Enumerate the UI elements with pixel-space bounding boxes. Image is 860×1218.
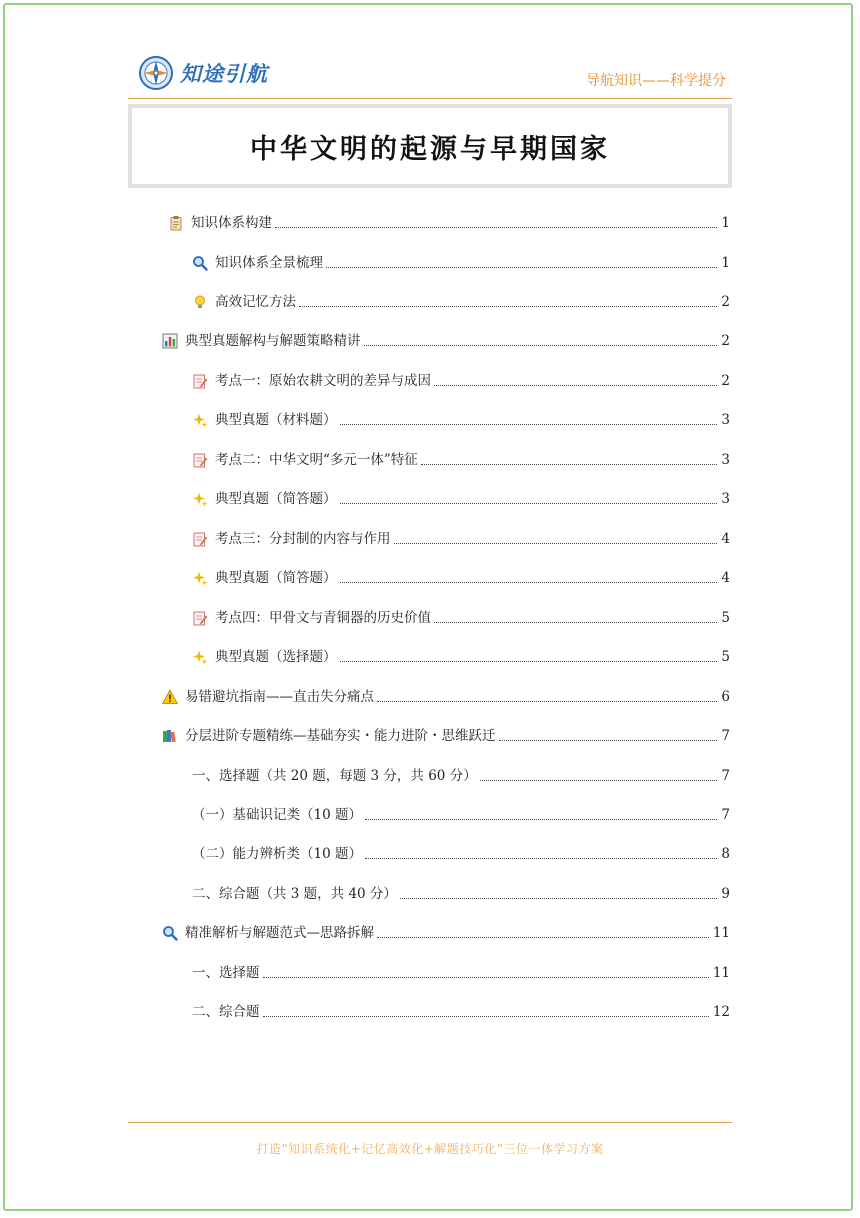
toc-leader-dots: [421, 464, 718, 465]
toc-entry[interactable]: [192, 997, 730, 1021]
toc-entry-label: 考点二：中华文明“多元一体”特征: [215, 452, 418, 468]
toc-leader-dots: [364, 345, 718, 346]
toc-entry[interactable]: [162, 918, 730, 942]
sparkles-icon: [192, 649, 208, 665]
toc-entry-label: 二、综合题: [192, 1004, 260, 1020]
toc-leader-dots: [299, 306, 717, 307]
memo-icon: [192, 531, 208, 547]
books-icon: [162, 728, 178, 744]
toc-entry-page: 11: [712, 925, 730, 941]
toc-leader-dots: [434, 622, 717, 623]
title-box: [128, 104, 732, 188]
toc-entry[interactable]: [192, 248, 730, 272]
toc-entry-page: 4: [721, 531, 730, 547]
toc-leader-dots: [340, 661, 718, 662]
toc-leader-dots: [340, 424, 718, 425]
magnifier-icon: [192, 255, 208, 271]
toc-entry-page: 2: [721, 333, 730, 349]
toc-entry[interactable]: [192, 603, 730, 627]
toc-entry-label: 一、选择题: [192, 965, 260, 981]
toc-entry-label: 易错避坑指南——直击失分痛点: [185, 689, 374, 705]
toc-entry-label: 知识体系构建: [191, 215, 272, 231]
toc-leader-dots: [340, 582, 718, 583]
toc-leader-dots: [394, 543, 718, 544]
toc-leader-dots: [340, 503, 718, 504]
toc-entry[interactable]: [168, 208, 730, 232]
memo-icon: [192, 610, 208, 626]
toc-entry-page: 1: [721, 255, 730, 271]
toc-entry-page: 6: [721, 689, 730, 705]
toc-entry-page: 9: [721, 886, 730, 902]
toc-leader-dots: [434, 385, 717, 386]
toc-entry[interactable]: [192, 287, 730, 311]
toc-entry-label: 考点四：甲骨文与青铜器的历史价值: [215, 610, 431, 626]
toc-entry-page: 2: [721, 373, 730, 389]
toc-entry-page: 7: [721, 728, 730, 744]
clipboard-icon: [168, 215, 184, 231]
toc-entry-page: 5: [721, 649, 730, 665]
toc-entry-label: 二、综合题（共 3 题，共 40 分）: [192, 886, 397, 902]
toc-entry[interactable]: [192, 958, 730, 982]
toc-entry-page: 1: [721, 215, 730, 231]
toc-entry-page: 4: [721, 570, 730, 586]
sparkles-icon: [192, 570, 208, 586]
footer-tagline: 打造“知识系统化+记忆高效化+解题技巧化”三位一体学习方案: [256, 1142, 604, 1156]
header-slogan: 导航知识——科学提分: [586, 73, 726, 89]
toc-entry-label: 考点三：分封制的内容与作用: [215, 531, 391, 547]
toc-entry-page: 8: [721, 846, 730, 862]
warning-icon: [162, 689, 178, 705]
page-title: 中华文明的起源与早期国家: [250, 133, 610, 165]
toc-entry[interactable]: [192, 445, 730, 469]
toc-leader-dots: [326, 267, 717, 268]
memo-icon: [192, 373, 208, 389]
toc-entry-label: 分层进阶专题精练—基础夯实・能力进阶・思维跃迁: [185, 728, 496, 744]
page-header: [128, 52, 732, 99]
toc-entry[interactable]: [162, 721, 730, 745]
sparkles-icon: [192, 412, 208, 428]
brand-logo: [138, 55, 268, 91]
toc-entry[interactable]: [192, 484, 730, 508]
toc-entry-label: 高效记忆方法: [215, 294, 296, 310]
toc-entry[interactable]: [192, 879, 730, 903]
toc-entry-page: 7: [721, 768, 730, 784]
toc-entry[interactable]: [192, 800, 730, 824]
toc-entry-label: （一）基础识记类（10 题）: [192, 807, 362, 823]
toc-entry-page: 2: [721, 294, 730, 310]
toc-entry-label: 一、选择题（共 20 题，每题 3 分，共 60 分）: [192, 768, 477, 784]
toc-entry[interactable]: [192, 563, 730, 587]
toc-leader-dots: [365, 819, 717, 820]
toc-entry-page: 7: [721, 807, 730, 823]
brand-name: 知途引航: [180, 62, 268, 86]
toc-leader-dots: [499, 740, 718, 741]
toc-entry[interactable]: [192, 524, 730, 548]
toc-entry-label: 典型真题（简答题）: [215, 491, 337, 507]
toc-entry-label: （二）能力辨析类（10 题）: [192, 846, 362, 862]
toc-entry-label: 典型真题解构与解题策略精讲: [185, 333, 361, 349]
toc-entry[interactable]: [192, 642, 730, 666]
toc-leader-dots: [400, 898, 717, 899]
toc-entry[interactable]: [192, 405, 730, 429]
memo-icon: [192, 452, 208, 468]
toc-entry-page: 11: [712, 965, 730, 981]
toc-leader-dots: [275, 227, 717, 228]
toc-leader-dots: [377, 937, 709, 938]
toc-entry[interactable]: [162, 682, 730, 706]
toc-entry[interactable]: [192, 366, 730, 390]
footer-divider: [128, 1122, 732, 1123]
toc-entry-page: 5: [721, 610, 730, 626]
bar-chart-icon: [162, 333, 178, 349]
toc-entry-page: 3: [721, 452, 730, 468]
lightbulb-icon: [192, 294, 208, 310]
toc-entry-label: 典型真题（选择题）: [215, 649, 337, 665]
toc-entry-page: 12: [712, 1004, 730, 1020]
toc-entry-label: 考点一：原始农耕文明的差异与成因: [215, 373, 431, 389]
compass-logo-icon: [138, 55, 174, 91]
toc-leader-dots: [365, 858, 717, 859]
magnifier-icon: [162, 925, 178, 941]
toc-entry-label: 典型真题（材料题）: [215, 412, 337, 428]
toc-entry-page: 3: [721, 412, 730, 428]
sparkles-icon: [192, 491, 208, 507]
toc-entry[interactable]: [192, 761, 730, 785]
toc-entry[interactable]: [192, 839, 730, 863]
toc-leader-dots: [377, 701, 717, 702]
toc-leader-dots: [263, 977, 709, 978]
toc-entry[interactable]: [162, 326, 730, 350]
toc-entry-label: 知识体系全景梳理: [215, 255, 323, 271]
toc-leader-dots: [263, 1016, 709, 1017]
toc-entry-page: 3: [721, 491, 730, 507]
toc-entry-label: 典型真题（简答题）: [215, 570, 337, 586]
toc-leader-dots: [480, 780, 718, 781]
toc-entry-label: 精准解析与解题范式—思路拆解: [185, 925, 374, 941]
